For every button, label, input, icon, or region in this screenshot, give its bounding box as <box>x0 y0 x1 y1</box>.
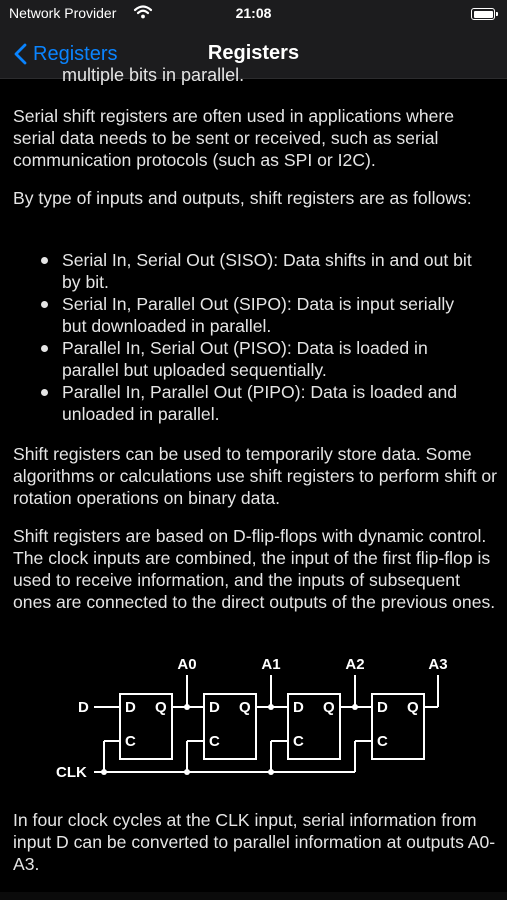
back-button-label: Registers <box>33 42 118 65</box>
carrier-label: Network Provider <box>9 5 117 21</box>
ff3-c-label: C <box>377 733 388 750</box>
page-title: Registers <box>207 42 300 64</box>
paragraph-serial-usage: Serial shift registers are often used in applications where serial data needs to be sent or received, such as serial communication protocols (such as SPI or I2C). <box>13 106 455 170</box>
bottom-strip <box>0 892 507 900</box>
paragraph-d-flip-flops: Shift registers are based on D-flip-flops with dynamic control. The clock inputs are combined, the input of the first flip-flop is used to receive information, and the inputs of subsequent ones are connected to the direct outputs of the previous ones. <box>13 526 496 612</box>
ff1-c-label: C <box>209 733 220 750</box>
shift-register-circuit <box>0 649 507 789</box>
shift-register-diagram <box>0 649 507 789</box>
status-time: 21:08 <box>235 5 272 21</box>
paragraph-temporary-storage: Shift registers can be used to temporarily store data. Some algorithms or calculations use shift registers to perform shift or rotation operations on binary data. <box>13 444 498 508</box>
ff2-d-label: D <box>293 699 304 716</box>
ff2-q-label: Q <box>323 699 335 716</box>
bullet-icon <box>41 257 48 264</box>
ff1-d-label: D <box>209 699 220 716</box>
bullet-icon <box>41 389 48 396</box>
ff2-c-label: C <box>293 733 304 750</box>
bullet-icon <box>41 345 48 352</box>
partial-text-line: multiple bits in parallel. <box>62 65 245 85</box>
input-label-d: D <box>78 699 89 716</box>
list-item: Parallel In, Parallel Out (PIPO): Data is loaded and unloaded in parallel. <box>0 381 482 425</box>
output-label-a2: A2 <box>345 656 365 673</box>
battery-icon <box>471 8 495 20</box>
output-label-a0: A0 <box>177 656 197 673</box>
ff1-q-label: Q <box>239 699 251 716</box>
paragraph-types-intro: By type of inputs and outputs, shift registers are as follows: <box>13 188 472 208</box>
status-bar <box>0 0 507 30</box>
ff0-c-label: C <box>125 733 136 750</box>
ff0-q-label: Q <box>155 699 167 716</box>
output-label-a1: A1 <box>261 656 281 673</box>
list-item: Parallel In, Serial Out (PISO): Data is loaded in parallel but uploaded sequentially. <box>0 337 482 381</box>
paragraph-clock-cycles: In four clock cycles at the CLK input, serial information from input D can be converted to parallel information at outputs A0-A3. <box>13 810 496 874</box>
ff0-d-label: D <box>125 699 136 716</box>
clock-label: CLK <box>56 764 87 781</box>
ff3-q-label: Q <box>407 699 419 716</box>
ff3-d-label: D <box>377 699 388 716</box>
output-label-a3: A3 <box>428 656 448 673</box>
bullet-icon <box>41 301 48 308</box>
list-item: Serial In, Serial Out (SISO): Data shifts in and out bit by bit. <box>0 249 482 293</box>
register-types-list <box>0 249 507 425</box>
list-item: Serial In, Parallel Out (SIPO): Data is input serially but downloaded in parallel. <box>0 293 482 337</box>
article-content[interactable] <box>0 65 507 900</box>
